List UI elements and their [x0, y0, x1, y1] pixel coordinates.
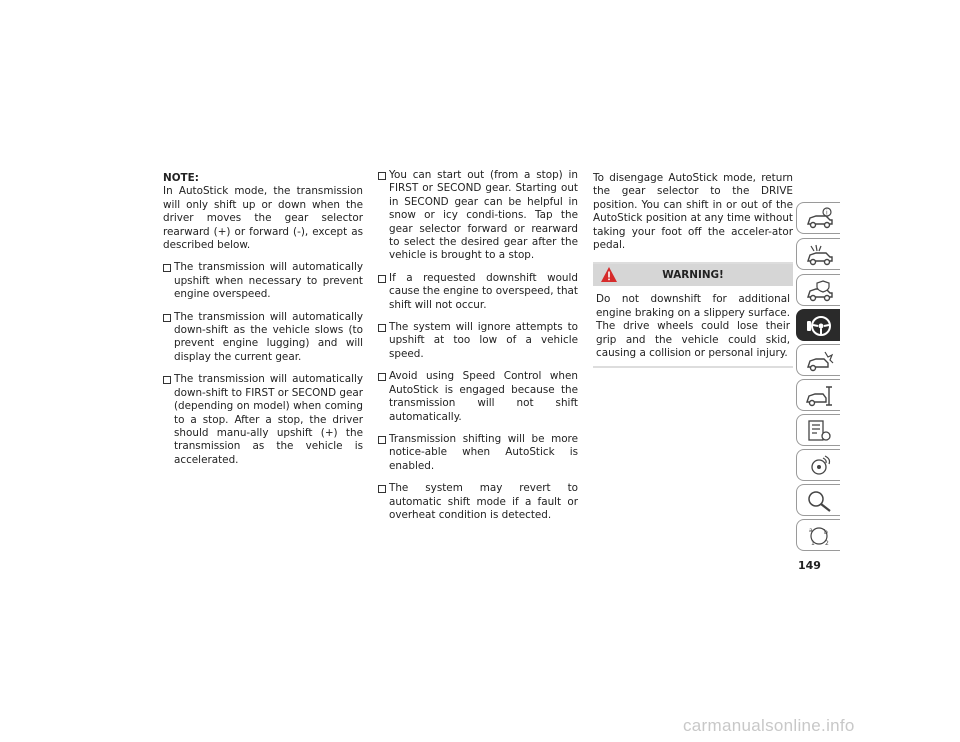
language-icon: [805, 524, 835, 548]
bullet-item: Transmission shifting will be more notice-able when AutoStick is enabled.: [378, 433, 578, 473]
steering-wheel-icon: [805, 314, 835, 338]
bullet-item: Avoid using Speed Control when AutoStick is engaged because the transmission will not shift automatically.: [378, 370, 578, 424]
note-intro: In AutoStick mode, the transmission will only shift up or down when the driver moves the gear selector rearward (+) or forward (-), except as described below.: [163, 185, 363, 252]
bullet-item: The transmission will automatically down-shift to FIRST or SECOND gear (depending on model) when coming to a stop. After a stop, the driver should manu-ally upshift (+) the transmission as the vehicle is accelerated.: [163, 373, 363, 467]
tab-car-safety[interactable]: [796, 274, 840, 306]
warning-header: [593, 264, 793, 286]
tab-vehicle-info[interactable]: [796, 202, 840, 234]
bullet-item: You can start out (from a stop) in FIRST or SECOND gear. Starting out in SECOND gear can be helpful in snow or icy condi-tions. Tap the gear selector forward or rearward to select the desired gear after the vehicle is brought to a stop.: [378, 169, 578, 263]
search-icon: [805, 489, 835, 513]
disengage-paragraph: To disengage AutoStick mode, return the gear selector to the DRIVE position. You can shift in or out of the AutoStick position at any time without taking your foot off the acceler-ator pedal.: [593, 172, 793, 252]
page-number: 149: [798, 559, 821, 572]
watermark: carmanualsonline.info: [683, 716, 855, 735]
svg-text:a: a: [809, 527, 813, 534]
warning-box: [593, 262, 793, 368]
tab-language[interactable]: [796, 519, 840, 551]
tab-car-lights[interactable]: [796, 238, 840, 270]
vehicle-info-icon: [805, 207, 835, 231]
bullet-item: If a requested downshift would cause the engine to overspeed, that shift will not occur.: [378, 272, 578, 312]
bullet-item: The system may revert to automatic shift mode if a fault or overheat condition is detected.: [378, 482, 578, 522]
column-1: [163, 172, 363, 467]
tab-crash[interactable]: [796, 344, 840, 376]
column-2: [378, 169, 578, 522]
bullet-list-2: [378, 169, 578, 522]
svg-text:2: 2: [825, 540, 829, 547]
car-lights-icon: [805, 243, 835, 267]
bullet-item: The transmission will automatically upshift when necessary to prevent engine overspeed.: [163, 261, 363, 301]
crash-icon: [805, 349, 835, 373]
maintenance-list-icon: [805, 419, 835, 443]
warning-body: Do not downshift for additional engine braking on a slippery surface. The drive wheels could lose their grip and the vehicle could skid, causing a collision or personal injury.: [593, 286, 793, 368]
tab-multimedia[interactable]: [796, 449, 840, 481]
warning-title: WARNING!: [662, 269, 724, 282]
tab-starting-operating[interactable]: [796, 309, 840, 341]
bullet-list-1: [163, 261, 363, 467]
svg-text:b: b: [824, 529, 828, 536]
column-3: [593, 172, 793, 368]
svg-text:1: 1: [811, 540, 815, 547]
car-safety-icon: [805, 279, 835, 303]
bullet-item: The transmission will automatically down-shift as the vehicle slows (to prevent engine lugging) and will display the current gear.: [163, 311, 363, 365]
car-service-icon: [805, 384, 835, 408]
note-label: NOTE:: [163, 172, 199, 184]
tab-car-service[interactable]: [796, 379, 840, 411]
bullet-item: The system will ignore attempts to upshift at too low of a vehicle speed.: [378, 321, 578, 361]
svg-text:i: i: [826, 209, 828, 217]
warning-triangle-icon: [601, 267, 617, 282]
tab-maintenance-list[interactable]: [796, 414, 840, 446]
tab-search[interactable]: [796, 484, 840, 516]
multimedia-icon: [805, 454, 835, 478]
